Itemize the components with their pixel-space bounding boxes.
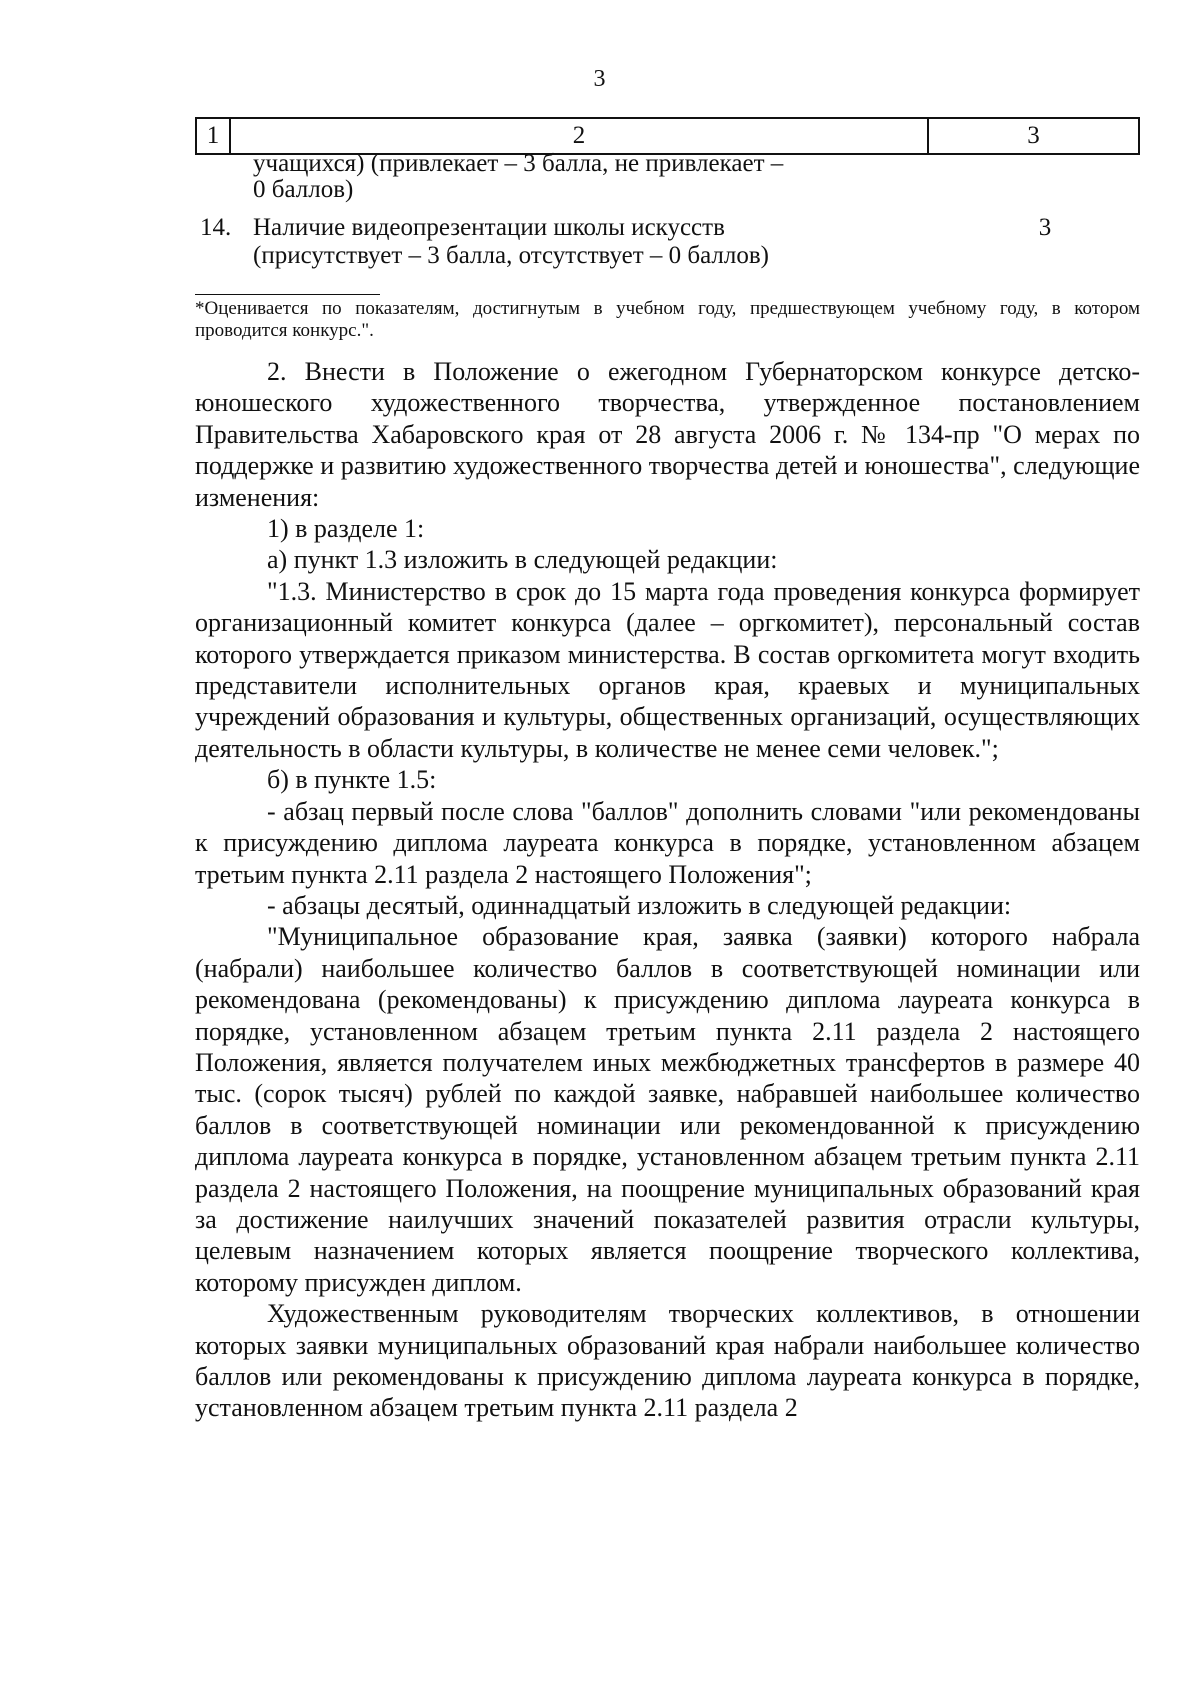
row-number: 14. bbox=[200, 214, 232, 241]
paragraph-first-abzac: - абзац первый после слова "баллов" дополнить словами "или рекомендованы к присуждению диплома лауреата конкурса в порядке, установленном абзацем третьим пункта 2.11 раздела 2 настоящего Положения"; bbox=[195, 796, 1140, 889]
footnote: *Оценивается по показателям, достигнутым в учебном году, предшествующем учебному году, в котором проводится конкурс.". bbox=[195, 298, 1140, 341]
row-text bbox=[253, 214, 973, 270]
paragraph-section-1: 1) в разделе 1: bbox=[267, 514, 425, 544]
table-header-col-3: 3 bbox=[928, 118, 1139, 154]
paragraph-item-a: а) пункт 1.3 изложить в следующей редакции: bbox=[267, 545, 778, 575]
continued-row-line-1: учащихся) (привлекает – 3 балла, не привлекает – bbox=[253, 150, 784, 177]
table-continued-row bbox=[253, 151, 783, 203]
paragraph-clause-1-3: "1.3. Министерство в срок до 15 марта года проведения конкурса формирует организационный комитет конкурса (далее – оргкомитет), персональный состав которого утверждается приказом министерства. В состав оргкомитета могут входить представители исполнительных органов края, краевых и муниципальных учреждений образования и культуры, общественных организаций, осуществляющих деятельность в области культуры, в количестве не менее семи человек."; bbox=[195, 576, 1140, 763]
table-header-col-2: 2 bbox=[230, 118, 928, 154]
body-text bbox=[195, 356, 1140, 1424]
paragraph-municipal: "Муниципальное образование края, заявка (заявки) которого набрала (набрали) наибольшее количество баллов в соответствующей номинации или рекомендована (рекомендованы) к присуждению диплома лауреата конкурса в порядке, установленном абзацем третьим пункта 2.11 раздела 2 настоящего Положения, является получателем иных межбюджетных трансфертов в размере 40 тыс. (сорок тысяч) рублей по каждой заявке, набравшей наибольшее количество баллов в соответствующей номинации или рекомендованной к присуждению диплома лауреата конкурса в порядке, установленном абзацем третьим пункта 2.11 раздела 2 настоящего Положения, на поощрение муниципальных образований края за достижение наилучших значений показателей развития отрасли культуры, целевым назначением которых является поощрение творческого коллектива, которому присужден диплом. bbox=[195, 922, 1140, 1297]
row-score: 3 bbox=[1038, 214, 1052, 241]
table-header-col-1: 1 bbox=[196, 118, 230, 154]
footnote-divider bbox=[195, 294, 380, 295]
paragraph-amendment-2: 2. Внести в Положение о ежегодном Губернаторском конкурсе детско-юношеского художественного творчества, утвержденное постановлением Правительства Хабаровского края от 28 августа 2006 г. № 134-пр "О мерах по поддержке и развитию художественного творчества детей и юношества", следующие изменения: bbox=[195, 357, 1140, 512]
page-number: 3 bbox=[593, 66, 606, 92]
row-text-line-2: (присутствует – 3 балла, отсутствует – 0 баллов) bbox=[253, 242, 770, 269]
paragraph-item-b: б) в пункте 1.5: bbox=[267, 765, 437, 795]
paragraph-art-directors: Художественным руководителям творческих коллективов, в отношении которых заявки муниципальных образований края набрали наибольшее количество баллов или рекомендованы к присуждению диплома лауреата конкурса в порядке, установленном абзацем третьим пункта 2.11 раздела 2 bbox=[195, 1299, 1140, 1423]
row-text-line-1: Наличие видеопрезентации школы искусств bbox=[253, 214, 725, 241]
paragraph-tenth-eleventh: - абзацы десятый, одиннадцатый изложить в следующей редакции: bbox=[267, 890, 1012, 920]
continued-row-line-2: 0 баллов) bbox=[253, 176, 354, 203]
